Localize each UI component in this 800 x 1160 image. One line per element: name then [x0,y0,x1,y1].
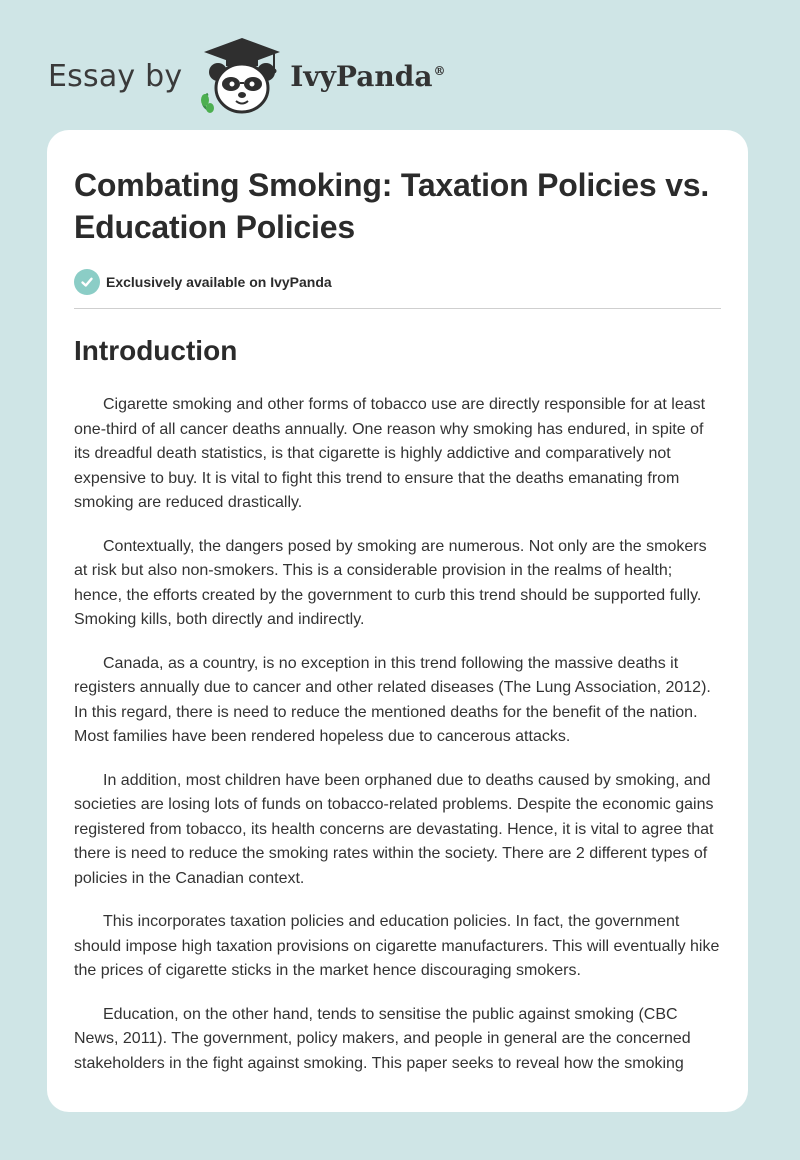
essay-content [47,130,748,1076]
brand-header[interactable] [48,36,445,116]
paragraph: Contextually, the dangers posed by smoking are numerous. Not only are the smokers at risk but also non-smokers. This is a considerable provision in the realms of health; hence, the efforts created by the government to curb this trend should be supported fully. Smoking kills, both directly and indirectly. [74,537,707,628]
essay-title: Combating Smoking: Taxation Policies vs. Education Policies [74,167,710,245]
section-heading: Introduction [74,335,238,366]
divider [74,308,721,309]
paragraph: In addition, most children have been orphaned due to deaths caused by smoking, and societies are losing lots of funds on tobacco-related problems. Despite the economic gains registered from tobacco, its health concerns are devastating. Hence, it is vital to agree that there is need to reduce the smoking rates within the society. There are 2 different types of policies in the Canadian context. [74,771,714,887]
exclusive-label: Exclusively available on IvyPanda [106,274,332,290]
brand-name: IvyPanda® [290,59,446,93]
paragraph: This incorporates taxation policies and education policies. In fact, the government should impose high taxation provisions on cigarette manufacturers. This will eventually hike the prices of cigarette sticks in the market hence discouraging smokers. [74,913,720,979]
paragraph: Canada, as a country, is no exception in this trend following the massive deaths it registers annually due to cancer and other related diseases (The Lung Association, 2012). In this regard, there is need to reduce the mentioned deaths for the benefit of the nation. Most families have been rendered hopeless due to cancerous attacks. [74,654,711,745]
paragraph: Cigarette smoking and other forms of tobacco use are directly responsible for at least one-third of all cancer deaths annually. One reason why smoking has endured, in spite of its dreadful death statistics, is that cigarette is highly addictive and comparatively not expensive to buy. It is vital to fight this trend to ensure that the deaths emanating from smoking are reduced drastically. [74,396,706,511]
brand-prefix: Essay by [48,58,183,94]
exclusive-badge [74,268,721,296]
essay-card [47,130,748,1112]
panda-graduation-cap-icon [198,36,286,116]
checkmark-icon [74,269,100,295]
paragraph: Education, on the other hand, tends to sensitise the public against smoking (CBC News, 2011). The government, policy makers, and people in general are the concerned stakeholders in the fight against smoking. This paper seeks to reveal how the smoking [74,1005,691,1072]
registered-mark: ® [433,64,446,79]
